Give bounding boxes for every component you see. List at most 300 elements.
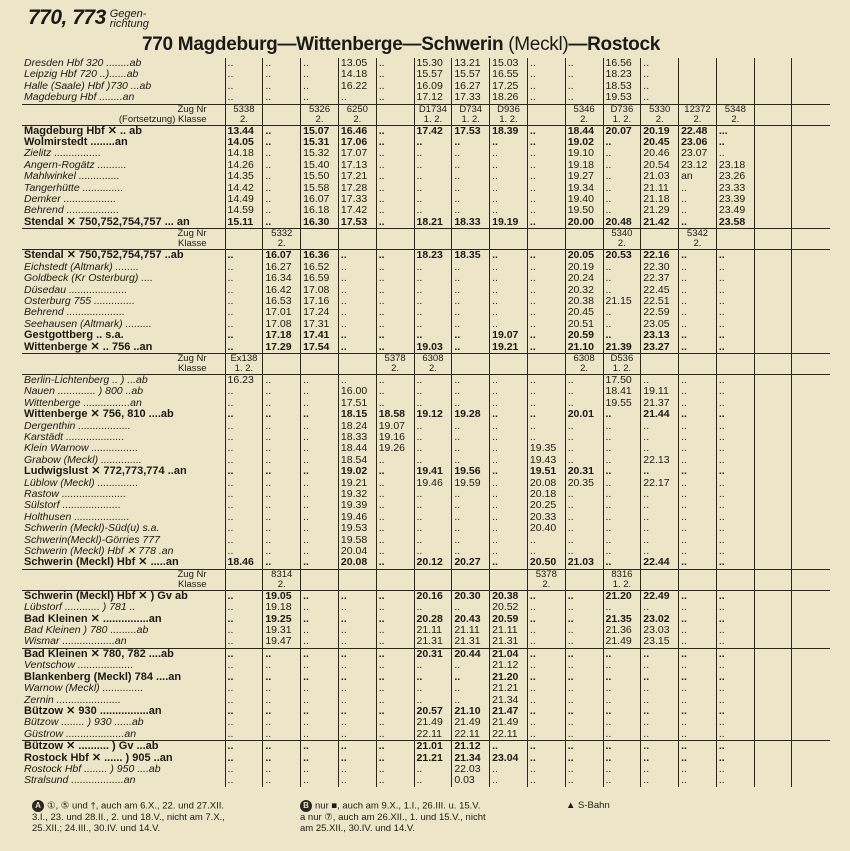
station-name: Halle (Saale) Hbf )730 ...ab	[24, 80, 152, 92]
time-cell: ..	[263, 660, 301, 671]
time-cell: ..	[716, 775, 754, 786]
time-cell: ..	[263, 546, 301, 557]
time-cell: ..	[716, 546, 754, 557]
table-row	[22, 285, 830, 296]
train-cell	[338, 364, 376, 375]
station-name: Warnow (Meckl) ..............	[24, 683, 144, 695]
train-cell	[376, 229, 414, 240]
time-cell: ..	[338, 262, 376, 273]
train-cell: 2.	[527, 580, 565, 591]
time-cell: 19.34	[565, 183, 603, 194]
table-row	[22, 92, 830, 104]
empty-cell	[679, 92, 717, 104]
time-cell: ..	[679, 421, 717, 432]
station-name: Nauen ............. ) 800 ..ab	[24, 386, 144, 398]
time-cell: ..	[716, 489, 754, 500]
train-cell: 1. 2.	[414, 115, 452, 126]
time-cell: ..	[490, 194, 528, 205]
table-row	[22, 466, 830, 477]
time-cell: ..	[603, 307, 641, 318]
time-cell: ..	[225, 695, 263, 706]
time-cell: ..	[603, 683, 641, 694]
time-cell: ..	[338, 285, 376, 296]
station-name: Lüblow (Meckl) ..............	[24, 477, 139, 489]
station-name: Düsedau ....................	[24, 284, 128, 296]
train-cell: 2.	[603, 239, 641, 250]
time-cell: ..	[414, 421, 452, 432]
time-cell: ..	[225, 614, 263, 625]
time-cell: ..	[603, 171, 641, 182]
time-cell: ..	[641, 660, 679, 671]
time-cell: ..	[452, 285, 490, 296]
empty-cell	[754, 672, 792, 683]
time-cell: 21.37	[641, 398, 679, 409]
time-cell: 16.07	[263, 250, 301, 262]
table-row	[22, 535, 830, 546]
time-cell: ..	[490, 535, 528, 546]
time-cell: ..	[679, 636, 717, 648]
time-cell: ..	[641, 374, 679, 386]
time-cell: ..	[414, 432, 452, 443]
time-cell: ..	[565, 386, 603, 397]
time-cell: ..	[338, 717, 376, 728]
time-cell: ..	[263, 58, 301, 69]
time-cell: ..	[527, 160, 565, 171]
time-cell: ..	[225, 386, 263, 397]
time-cell: 16.59	[301, 273, 339, 284]
time-cell: ..	[263, 69, 301, 80]
train-cell	[452, 364, 490, 375]
footnote-b-line2: a nur ⑦, auch am 26.XII., 1. und 15.V., nicht	[300, 812, 486, 823]
table-row	[22, 194, 830, 205]
time-cell: ..	[376, 171, 414, 182]
time-cell: ..	[225, 455, 263, 466]
route-end: —Rostock	[568, 34, 660, 55]
time-cell: ..	[225, 683, 263, 694]
time-cell: ..	[527, 205, 565, 216]
time-cell: 15.30	[414, 58, 452, 69]
train-cell	[641, 364, 679, 375]
empty-cell	[754, 137, 792, 148]
time-cell: ..	[527, 409, 565, 420]
time-cell: 19.18	[263, 602, 301, 613]
time-cell: ..	[376, 296, 414, 307]
station-name: Ventschow ...................	[24, 660, 134, 672]
empty-cell	[754, 614, 792, 625]
train-cell	[452, 239, 490, 250]
time-cell: ..	[225, 307, 263, 318]
time-cell: ..	[490, 374, 528, 386]
time-cell: 14.49	[225, 194, 263, 205]
time-cell: ..	[565, 432, 603, 443]
time-cell: ..	[527, 296, 565, 307]
station-name: Schwerin (Meckl)-Süd(u) s.a.	[24, 523, 160, 535]
time-cell: ..	[301, 58, 339, 69]
time-cell: ..	[641, 602, 679, 613]
time-cell: ..	[641, 466, 679, 477]
train-cell	[527, 229, 565, 240]
time-cell: ..	[338, 602, 376, 613]
time-cell: ..	[527, 194, 565, 205]
train-cell	[490, 364, 528, 375]
time-cell: ..	[414, 546, 452, 557]
table-row	[22, 717, 830, 728]
time-cell: ..	[376, 307, 414, 318]
table-row	[22, 319, 830, 330]
train-cell	[301, 364, 339, 375]
time-cell: ..	[641, 81, 679, 92]
train-cell	[527, 239, 565, 250]
train-cell	[565, 580, 603, 591]
time-cell: ..	[452, 374, 490, 386]
station-name: Rostock Hbf ✕ ...... ) 905 ..an	[24, 752, 173, 764]
time-cell: 20.45	[565, 307, 603, 318]
time-cell: ..	[716, 273, 754, 284]
empty-cell	[792, 421, 830, 432]
time-cell: ..	[452, 683, 490, 694]
time-cell: 15.32	[301, 148, 339, 159]
time-cell: ..	[641, 729, 679, 741]
time-cell: ..	[716, 137, 754, 148]
time-cell: ..	[565, 590, 603, 602]
header-label: Zug Nr	[22, 229, 225, 240]
time-cell: ..	[376, 590, 414, 602]
time-cell: ..	[414, 695, 452, 706]
empty-cell	[792, 205, 830, 216]
time-cell: ..	[376, 614, 414, 625]
time-cell: ..	[414, 455, 452, 466]
time-cell: ..	[225, 466, 263, 477]
time-cell: ..	[603, 205, 641, 216]
time-cell: 20.00	[565, 217, 603, 229]
train-cell	[716, 239, 754, 250]
time-cell: ..	[301, 398, 339, 409]
empty-cell	[792, 512, 830, 523]
time-cell: ..	[565, 58, 603, 69]
table-row	[22, 307, 830, 318]
empty-cell	[754, 590, 792, 602]
time-cell: 18.23	[414, 250, 452, 262]
table-row	[22, 741, 830, 753]
train-cell	[338, 229, 376, 240]
train-cell: 2.	[414, 364, 452, 375]
time-cell: ..	[716, 342, 754, 354]
time-cell: ..	[225, 92, 263, 104]
time-cell: ..	[603, 717, 641, 728]
train-cell	[263, 353, 301, 364]
time-cell: ..	[263, 386, 301, 397]
time-cell: ..	[376, 625, 414, 636]
train-cell: 2.	[301, 115, 339, 126]
timetable-grid	[22, 58, 830, 787]
time-cell: 21.42	[641, 217, 679, 229]
train-cell: 2.	[376, 364, 414, 375]
time-cell: 20.16	[414, 590, 452, 602]
time-cell: ..	[490, 160, 528, 171]
time-cell: ..	[527, 183, 565, 194]
train-cell: 6308	[414, 353, 452, 364]
train-cell	[376, 580, 414, 591]
train-cell: 1. 2.	[603, 580, 641, 591]
time-cell: 16.55	[490, 69, 528, 80]
time-cell: ..	[338, 683, 376, 694]
time-cell: 20.52	[490, 602, 528, 613]
time-cell: ..	[263, 137, 301, 148]
time-cell: ..	[603, 695, 641, 706]
empty-cell	[679, 69, 717, 80]
station-name: Leipzig Hbf 720 ..)......ab	[24, 69, 139, 81]
time-cell: 21.49	[452, 717, 490, 728]
time-cell: ..	[301, 421, 339, 432]
time-cell: ..	[527, 421, 565, 432]
station-name: Dergenthin ..................	[24, 420, 131, 432]
time-cell: ..	[263, 729, 301, 741]
time-cell: ..	[716, 307, 754, 318]
time-cell: ..	[641, 421, 679, 432]
empty-cell	[754, 125, 792, 137]
train-cell: 5330	[641, 104, 679, 115]
time-cell: 18.33	[338, 432, 376, 443]
time-cell: 16.09	[414, 81, 452, 92]
empty-cell	[792, 229, 830, 240]
time-cell: ..	[225, 590, 263, 602]
time-cell: ..	[679, 374, 717, 386]
time-cell: 23.58	[716, 217, 754, 229]
time-cell: ..	[565, 753, 603, 764]
time-cell: ..	[338, 753, 376, 764]
table-row	[22, 183, 830, 194]
header-label: Zug Nr	[22, 104, 225, 115]
time-cell: ..	[679, 398, 717, 409]
time-cell: ..	[301, 636, 339, 648]
table-row	[22, 296, 830, 307]
time-cell: ..	[641, 512, 679, 523]
time-cell: 15.40	[301, 160, 339, 171]
empty-cell	[792, 590, 830, 602]
time-cell: 21.49	[603, 636, 641, 648]
empty-cell	[754, 262, 792, 273]
time-cell: ..	[376, 557, 414, 569]
train-cell	[716, 353, 754, 364]
table-row	[22, 489, 830, 500]
time-cell: ..	[452, 512, 490, 523]
time-cell: 20.38	[565, 296, 603, 307]
time-cell: ..	[263, 753, 301, 764]
empty-cell	[754, 546, 792, 557]
table-row	[22, 672, 830, 683]
train-cell	[301, 580, 339, 591]
train-header-row	[22, 353, 830, 364]
time-cell: 19.21	[338, 478, 376, 489]
time-cell: ..	[679, 466, 717, 477]
time-cell: ..	[225, 296, 263, 307]
time-cell: 16.23	[225, 374, 263, 386]
time-cell: ..	[679, 296, 717, 307]
train-cell	[679, 580, 717, 591]
table-row	[22, 432, 830, 443]
empty-cell	[754, 353, 792, 364]
empty-cell	[754, 319, 792, 330]
station-name: Stendal ✕ 750,752,754,757 ... an	[24, 216, 190, 228]
time-cell: 23.49	[716, 205, 754, 216]
station-name: Blankenberg (Meckl) 784 ....an	[24, 671, 182, 683]
time-cell: ..	[641, 432, 679, 443]
time-cell: 20.51	[565, 319, 603, 330]
time-cell: ..	[716, 148, 754, 159]
time-cell: ..	[603, 753, 641, 764]
time-cell: 20.27	[452, 557, 490, 569]
empty-cell	[716, 69, 754, 80]
table-row	[22, 546, 830, 557]
time-cell: ..	[716, 695, 754, 706]
train-cell: 1. 2.	[452, 115, 490, 126]
time-cell: ..	[603, 764, 641, 775]
time-cell: ..	[565, 81, 603, 92]
time-cell: ..	[414, 273, 452, 284]
train-cell	[414, 239, 452, 250]
train-cell: Ex138	[225, 353, 263, 364]
time-cell: 14.05	[225, 137, 263, 148]
time-cell: ..	[376, 137, 414, 148]
time-cell: ..	[527, 753, 565, 764]
time-cell: ..	[225, 764, 263, 775]
time-cell: ..	[301, 443, 339, 454]
station-name: Angern-Rogätz ..........	[24, 159, 127, 171]
time-cell: 19.59	[452, 478, 490, 489]
empty-cell	[792, 285, 830, 296]
time-cell: 17.07	[338, 148, 376, 159]
time-cell: ..	[641, 443, 679, 454]
time-cell: ..	[565, 636, 603, 648]
time-cell: ...	[716, 125, 754, 137]
time-cell: 23.07	[679, 148, 717, 159]
time-cell: ..	[225, 512, 263, 523]
time-cell: ..	[716, 753, 754, 764]
time-cell: 14.59	[225, 205, 263, 216]
time-cell: 20.54	[641, 160, 679, 171]
empty-cell	[792, 69, 830, 80]
empty-cell	[754, 695, 792, 706]
time-cell: ..	[414, 183, 452, 194]
time-cell: 18.58	[376, 409, 414, 420]
time-cell: 19.58	[338, 535, 376, 546]
time-cell: 19.40	[565, 194, 603, 205]
time-cell: ..	[679, 432, 717, 443]
train-cell	[452, 229, 490, 240]
time-cell: 16.27	[263, 262, 301, 273]
time-cell: 15.57	[452, 69, 490, 80]
time-cell: 21.29	[641, 205, 679, 216]
train-cell	[490, 353, 528, 364]
time-cell: ..	[679, 443, 717, 454]
time-cell: 19.25	[263, 614, 301, 625]
empty-cell	[754, 683, 792, 694]
time-cell: ..	[225, 775, 263, 786]
empty-cell	[754, 307, 792, 318]
time-cell: 22.11	[452, 729, 490, 741]
time-cell: 21.20	[490, 672, 528, 683]
footnote-a	[32, 800, 302, 834]
empty-cell	[792, 115, 830, 126]
time-cell: ..	[263, 672, 301, 683]
train-header-row	[22, 580, 830, 591]
time-cell: ..	[338, 296, 376, 307]
time-cell: 16.18	[301, 205, 339, 216]
time-cell: 17.51	[338, 398, 376, 409]
time-cell: ..	[603, 409, 641, 420]
time-cell: ..	[527, 695, 565, 706]
time-cell: ..	[565, 695, 603, 706]
time-cell: ..	[679, 512, 717, 523]
station-name: Eichstedt (Altmark) ........	[24, 261, 139, 273]
train-cell	[490, 239, 528, 250]
time-cell: 23.39	[716, 194, 754, 205]
time-cell: ..	[603, 523, 641, 534]
time-cell: 22.48	[679, 125, 717, 137]
time-cell: ..	[376, 386, 414, 397]
header-label: (Fortsetzung) Klasse	[118, 114, 207, 125]
time-cell: 23.33	[716, 183, 754, 194]
time-cell: 16.27	[452, 81, 490, 92]
time-cell: 19.55	[603, 398, 641, 409]
time-cell: ..	[263, 500, 301, 511]
time-cell: ..	[679, 625, 717, 636]
empty-cell	[754, 194, 792, 205]
time-cell: 18.39	[490, 125, 528, 137]
time-cell: ..	[452, 546, 490, 557]
time-cell: ..	[376, 69, 414, 80]
time-cell: ..	[263, 194, 301, 205]
time-cell: 19.46	[338, 512, 376, 523]
time-cell: ..	[338, 614, 376, 625]
time-cell: 14.26	[225, 160, 263, 171]
time-cell: ..	[414, 374, 452, 386]
time-cell: ..	[603, 557, 641, 569]
time-cell: ..	[376, 285, 414, 296]
time-cell: ..	[376, 489, 414, 500]
train-cell: 5378	[527, 569, 565, 580]
empty-cell	[754, 432, 792, 443]
footnote-a-line1: ①, ⑤ und †, auch am 6.X., 22. und 27.XII.	[47, 800, 225, 812]
station-name: Lübstorf ............ ) 781 ..	[24, 602, 136, 614]
timetable-body	[22, 58, 830, 787]
time-cell: ..	[225, 523, 263, 534]
station-name: Stralsund ..................an	[24, 775, 136, 787]
time-cell: ..	[527, 729, 565, 741]
time-cell: ..	[603, 741, 641, 753]
time-cell: ..	[490, 262, 528, 273]
table-row	[22, 342, 830, 354]
time-cell: ..	[263, 523, 301, 534]
time-cell: ..	[301, 590, 339, 602]
time-cell: ..	[452, 273, 490, 284]
time-cell: ..	[603, 512, 641, 523]
time-cell: 17.42	[338, 205, 376, 216]
time-cell: ..	[452, 523, 490, 534]
time-cell: ..	[565, 92, 603, 104]
time-cell: ..	[301, 512, 339, 523]
empty-cell	[792, 432, 830, 443]
time-cell: ..	[225, 342, 263, 354]
time-cell: ..	[414, 443, 452, 454]
time-cell: ..	[603, 455, 641, 466]
time-cell: ..	[301, 717, 339, 728]
empty-cell	[792, 160, 830, 171]
time-cell: ..	[338, 741, 376, 753]
time-cell: ..	[263, 398, 301, 409]
footnote-b	[300, 800, 570, 834]
time-cell: 20.59	[490, 614, 528, 625]
